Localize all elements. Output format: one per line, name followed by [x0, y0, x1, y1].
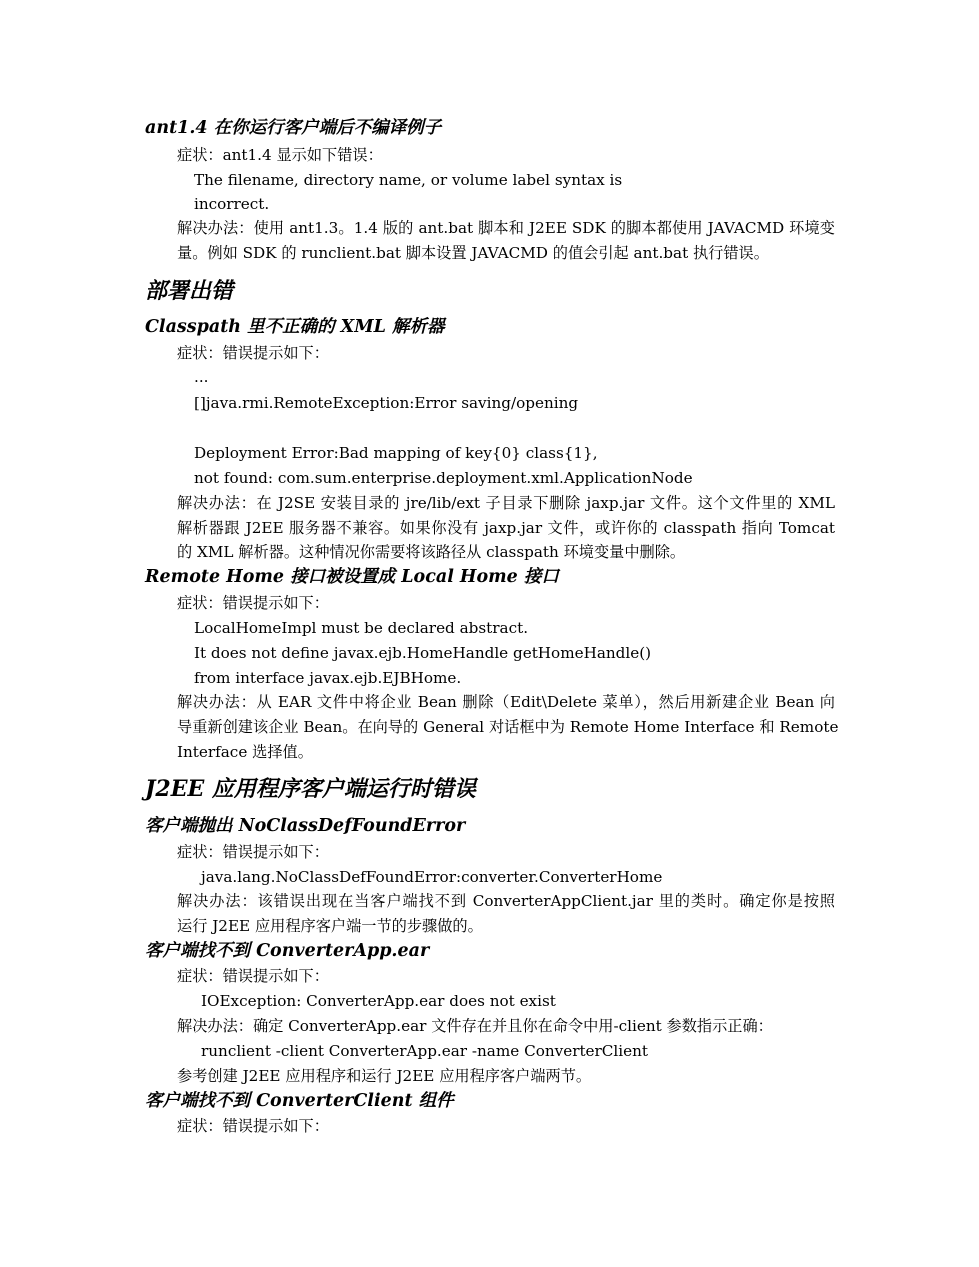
command-line: runclient -client ConverterApp.ear -name ConverterClient	[201, 1042, 649, 1060]
heading-ear-not-found: 客户端找不到 ConverterApp.ear	[145, 941, 430, 961]
heading-noclassdeffounderror: 客户端抛出 NoClassDefFoundError	[145, 816, 466, 836]
solution-text: 解决办法：在 J2SE 安装目录的 jre/lib/ext 子目录下删除 jaxp.jar 文件。这个文件里的 XML	[177, 494, 835, 512]
solution-text: 量。例如 SDK 的 runclient.bat 脚本设置 JAVACMD 的值会引起 ant.bat 执行错误。	[177, 244, 769, 262]
error-line: Deployment Error:Bad mapping of key{0} class{1},	[194, 444, 598, 462]
solution-text: 解决办法：从 EAR 文件中将企业 Bean 删除（Edit\Delete 菜单），然后用新建企业 Bean 向	[177, 693, 835, 711]
solution-text: 解决办法：确定 ConverterApp.ear 文件存在并且你在命令中用-client 参数指示正确：	[177, 1017, 773, 1035]
symptom-label: 症状：错误提示如下：	[177, 344, 329, 362]
heading-remote-home-interface: Remote Home 接口被设置成 Local Home 接口	[145, 567, 559, 587]
reference-text: 参考创建 J2EE 应用程序和运行 J2EE 应用程序客户端两节。	[177, 1067, 592, 1085]
error-line: LocalHomeImpl must be declared abstract.	[194, 619, 529, 637]
symptom-label: 症状：错误提示如下：	[177, 967, 329, 985]
error-line: java.lang.NoClassDefFoundError:converter.ConverterHome	[201, 868, 663, 886]
heading-ant-no-compile: ant1.4 在你运行客户端后不编译例子	[145, 118, 442, 138]
solution-text: 导重新创建该企业 Bean。在向导的 General 对话框中为 Remote Home Interface 和 Remote	[177, 718, 839, 736]
error-line: The filename, directory name, or volume label syntax is	[194, 171, 623, 189]
symptom-label: 症状：ant1.4 显示如下错误：	[177, 146, 383, 164]
error-line: []java.rmi.RemoteException:Error saving/opening	[194, 394, 579, 412]
solution-text: 运行 J2EE 应用程序客户端一节的步骤做的。	[177, 917, 483, 935]
error-line: from interface javax.ejb.EJBHome.	[194, 669, 462, 687]
error-line: It does not define javax.ejb.HomeHandle getHomeHandle()	[194, 644, 652, 662]
symptom-label: 症状：错误提示如下：	[177, 594, 329, 612]
symptom-label: 症状：错误提示如下：	[177, 843, 329, 861]
solution-text: Interface 选择值。	[177, 743, 313, 761]
heading-client-component-not-found: 客户端找不到 ConverterClient 组件	[145, 1091, 454, 1111]
solution-text: 解析器跟 J2EE 服务器不兼容。如果你没有 jaxp.jar 文件，或许你的 classpath 指向 Tomcat	[177, 519, 835, 537]
solution-text: 解决办法：使用 ant1.3。1.4 版的 ant.bat 脚本和 J2EE SDK 的脚本都使用 JAVACMD 环境变	[177, 219, 835, 237]
error-line: ...	[194, 368, 209, 386]
error-line: incorrect.	[194, 195, 270, 213]
symptom-label: 症状：错误提示如下：	[177, 1117, 329, 1135]
error-line: not found: com.sum.enterprise.deployment.xml.ApplicationNode	[194, 469, 693, 487]
heading-wrong-xml-parser: Classpath 里不正确的 XML 解析器	[145, 317, 445, 337]
section-title-deploy-errors: 部署出错	[145, 278, 234, 304]
section-title-client-runtime-errors: J2EE 应用程序客户端运行时错误	[145, 776, 476, 802]
error-line: IOException: ConverterApp.ear does not exist	[201, 992, 556, 1010]
solution-text: 的 XML 解析器。这种情况你需要将该路径从 classpath 环境变量中删除。	[177, 543, 686, 561]
solution-text: 解决办法：该错误出现在当客户端找不到 ConverterAppClient.jar 里的类时。确定你是按照	[177, 892, 835, 910]
